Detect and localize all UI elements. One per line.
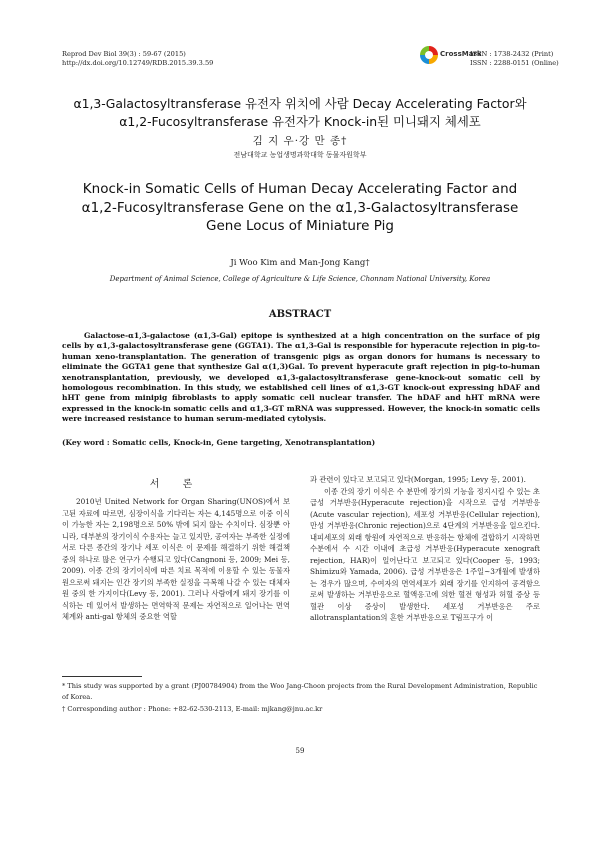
footnote-corresponding: † Corresponding author : Phone: +82-62-530-2113, E-mail: mjkang@jnu.ac.kr <box>62 705 323 713</box>
keywords: (Key word : Somatic cells, Knock-in, Gene targeting, Xenotransplantation) <box>62 438 376 447</box>
english-title-line1: Knock-in Somatic Cells of Human Decay Accelerating Factor and <box>82 181 518 197</box>
intro-paragraph-1: 2010년 United Network for Organ Sharing(UNOS)에서 보고된 자료에 따르면, 심장이식을 기다리는 자는 4,145명으로 이중 이식이 가능한 자는 2,198명으로 50% 밖에 되지 않는 수치이다. 심장뿐 아니라, 대부분의 장기이식 수용자는 늘고 있지만, 공여자는 부족한 실정에 서로 다른 종간의 장기나 세포 이식은 이 문제를 해결하기 위한 해결책 중의 하나로 많은 연구가 수행되고 있다(Cangnoni 등, 2009; Mei 등, 2009). 이종 간의 장기이식에 따른 치료 목적에 이용할 수 있는 동물자원으로써 돼지는 인간 장기의 부족한 실정을 극복해 나갈 수 있는 대체자원 중의 한 가지이다(Levy 등, 2001). 그러나 사람에게 돼지 장기를 이식하는 데 있어서 발생하는 면역학적 문제는 자연적으로 일어나는 면역체계와 anti-gal 항체의 중요한 역할 <box>62 497 290 621</box>
english-title-line2: α1,2-Fucosyltransferase Gene on the α1,3-Galactosyltransferase <box>81 199 519 216</box>
crossmark-icon <box>420 46 438 64</box>
abstract-body: Galactose-α1,3-galactose (α1,3-Gal) epitope is synthesized at a high concentration on the surface of pig cells by α1,3-galactosyltransferase gene (GGTA1). The α1,3-Gal is responsible for hyperacute rejection in pig-to-human xeno-transplantation. The generation of transgenic pigs as organ donors for humans is necessary to eliminate the GGTA1 gene that synthesize Gal α(1,3)Gal. To prevent hyperacute graft rejection in pig-to-human xenotransplantation, previously, we developed α1,3-galactosyltransferase gene-knock-out somatic cell by homologous recombination. In this study, we established cell lines of α1,3-GT knock-out expressing hDAF and hHT gene from minipig fibroblasts to apply somatic cell nuclear transfer. The hDAF and hHT mRNA were expressed in the knock-in somatic cells and α1,3-GT mRNA was suppressed. However, the knock-in somatic cells were increased resistance to human serum-mediated cytolysis. <box>62 331 540 424</box>
intro-right-column <box>310 474 540 624</box>
footnote-funding: * This study was supported by a grant (PJ00784904) from the Woo Jang-Choon projects from the Rural Development Administration, Republic of Korea. <box>62 682 538 701</box>
english-authors: Ji Woo Kim and Man-Jong Kang† <box>230 258 370 268</box>
korean-title-line2: α1,2-Fucosyltransferase 유전자가 Knock-in된 미니돼지 체세포 <box>119 114 481 129</box>
doi-link[interactable]: http://dx.doi.org/10.12749/RDB.2015.39.3.59 <box>62 59 214 67</box>
page-number: 59 <box>295 747 305 755</box>
intro-paragraph-2: 이종 간의 장기 이식은 수 분만에 장기의 기능을 정지시킬 수 있는 초급성 거부반응(Hyperacute rejection)을 시작으로 급성 거부반응(Acute vascular rejection), 세포성 거부반응(Cellular rejection), 만성 거부반응(Chronic rejection)으로 4단계의 거부반응을 일으킨다. 내피세포의 외래 항원에 자연적으로 반응하는 항체에 결합하기 시작하면 수분에서 수 시간 이내에 초급성 거부반응(Hyperacute xenograft rejection, HAR)이 일어난다고 보고되고 있다(Cooper 등, 1993; Shimizu와 Yamada, 2006). 급성 거부반응은 1주일~3개월에 발생하는 경우가 많으며, 수여자의 면역세포가 외래 장기를 인지하여 공격함으로써 발생하는 거부반응으로 혈액응고에 의한 혈전 형성과 허혈 증상 등 혈관 이상 증상이 발생한다. 세포성 거부반응은 주로 allotransplantation의 흔한 거부반응으로 T림프구가 이 <box>310 486 540 622</box>
english-title <box>40 180 560 236</box>
korean-title-line1: α1,3-Galactosyltransferase 유전자 위치에 사람 Decay Accelerating Factor와 <box>73 96 527 111</box>
journal-citation: Reprod Dev Biol 39(3) : 59-67 (2015) <box>62 50 186 58</box>
issn-online: ISSN : 2288-0151 (Online) <box>470 59 559 67</box>
english-affiliation: Department of Animal Science, College of Agriculture & Life Science, Chonnam National University, Korea <box>109 275 491 283</box>
korean-authors: 김 지 우·강 만 종† <box>252 135 348 147</box>
footnote-divider <box>62 676 142 677</box>
intro-left-column <box>62 496 290 623</box>
korean-affiliation: 전남대학교 농업생명과학대학 동물자원학부 <box>233 151 367 159</box>
abstract-heading: ABSTRACT <box>268 309 332 320</box>
intro-paragraph-1-cont: 과 관련이 있다고 보고되고 있다(Morgan, 1995; Levy 등, 2001). <box>310 475 526 484</box>
issn-print: ISSN : 1738-2432 (Print) <box>470 50 554 58</box>
section-heading-intro: 서 론 <box>149 479 203 490</box>
english-title-line3: Gene Locus of Miniature Pig <box>206 218 394 234</box>
crossmark-label: CrossMark <box>440 50 482 58</box>
